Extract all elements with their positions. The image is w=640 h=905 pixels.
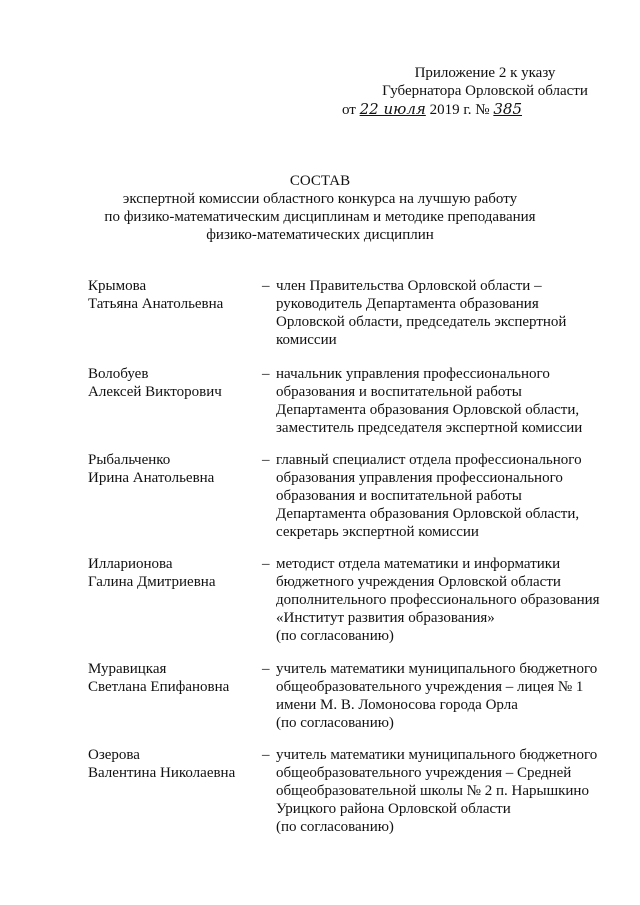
role-line: член Правительства Орловской области –	[276, 278, 542, 294]
member-surname: Илларионова	[88, 556, 173, 572]
role-line: общеобразовательного учреждения – Средней	[276, 765, 572, 781]
member-name	[88, 451, 258, 487]
member-role	[276, 660, 626, 732]
role-line: общеобразовательного учреждения – лицея № 1	[276, 679, 584, 695]
role-line: Департамента образования Орловской области,	[276, 402, 580, 418]
member-role	[276, 746, 626, 836]
role-line: (по согласованию)	[276, 819, 394, 835]
member-name	[88, 365, 258, 401]
role-line: общеобразовательной школы № 2 п. Нарышкино	[276, 783, 589, 799]
title-line-3: физико-математических дисциплин	[206, 227, 434, 243]
member-given-name: Валентина Николаевна	[88, 765, 236, 781]
member-dash: –	[262, 556, 270, 572]
member-surname: Волобуев	[88, 366, 149, 382]
title-line-2: по физико-математическим дисциплинам и методике преподавания	[104, 209, 536, 225]
member-name	[88, 555, 258, 591]
title-line-1: экспертной комиссии областного конкурса на лучшую работу	[122, 191, 518, 207]
role-line: секретарь экспертной комиссии	[276, 524, 479, 540]
role-line: комиссии	[276, 332, 337, 348]
member-dash: –	[262, 661, 270, 677]
handwritten-date: 22 июля	[359, 100, 426, 118]
appendix-line: Приложение 2 к указу	[414, 65, 556, 81]
title-heading: СОСТАВ	[289, 173, 351, 189]
role-line: главный специалист отдела профессионального	[276, 452, 582, 468]
role-line: учитель математики муниципального бюджетного	[276, 747, 598, 763]
date-prefix: от	[342, 102, 356, 118]
role-line: имени М. В. Ломоносова города Орла	[276, 697, 518, 713]
role-line: образования и воспитательной работы	[276, 488, 522, 504]
role-line: образования управления профессионального	[276, 470, 563, 486]
member-dash: –	[262, 747, 270, 763]
member-given-name: Светлана Епифановна	[88, 679, 230, 695]
member-surname: Крымова	[88, 278, 147, 294]
date-line	[340, 100, 630, 119]
member-given-name: Ирина Анатольевна	[88, 470, 215, 486]
role-line: дополнительного профессионального образования	[276, 592, 600, 608]
member-name	[88, 277, 258, 313]
date-year: 2019 г. №	[429, 102, 490, 118]
role-line: (по согласованию)	[276, 628, 394, 644]
role-line: методист отдела математики и информатики	[276, 556, 561, 572]
member-dash: –	[262, 452, 270, 468]
member-dash: –	[262, 366, 270, 382]
member-surname: Муравицкая	[88, 661, 167, 677]
role-line: заместитель председателя экспертной комиссии	[276, 420, 583, 436]
role-line: руководитель Департамента образования	[276, 296, 539, 312]
member-role	[276, 365, 626, 437]
member-given-name: Татьяна Анатольевна	[88, 296, 224, 312]
member-dash: –	[262, 278, 270, 294]
role-line: (по согласованию)	[276, 715, 394, 731]
role-line: Урицкого района Орловской области	[276, 801, 511, 817]
role-line: начальник управления профессионального	[276, 366, 550, 382]
appendix-header	[340, 64, 630, 119]
handwritten-number: 385	[493, 100, 522, 118]
role-line: учитель математики муниципального бюджетного	[276, 661, 598, 677]
role-line: образования и воспитательной работы	[276, 384, 522, 400]
role-line: бюджетного учреждения Орловской области	[276, 574, 561, 590]
member-role	[276, 277, 626, 349]
role-line: Орловской области, председатель экспертной	[276, 314, 567, 330]
member-role	[276, 451, 626, 541]
member-name	[88, 746, 258, 782]
member-surname: Рыбальченко	[88, 452, 171, 468]
role-line: «Институт развития образования»	[276, 610, 495, 626]
member-given-name: Алексей Викторович	[88, 384, 222, 400]
document-title	[0, 172, 640, 244]
member-name	[88, 660, 258, 696]
member-role	[276, 555, 626, 645]
role-line: Департамента образования Орловской области,	[276, 506, 580, 522]
member-surname: Озерова	[88, 747, 140, 763]
member-given-name: Галина Дмитриевна	[88, 574, 216, 590]
governor-line: Губернатора Орловской области	[382, 83, 588, 99]
